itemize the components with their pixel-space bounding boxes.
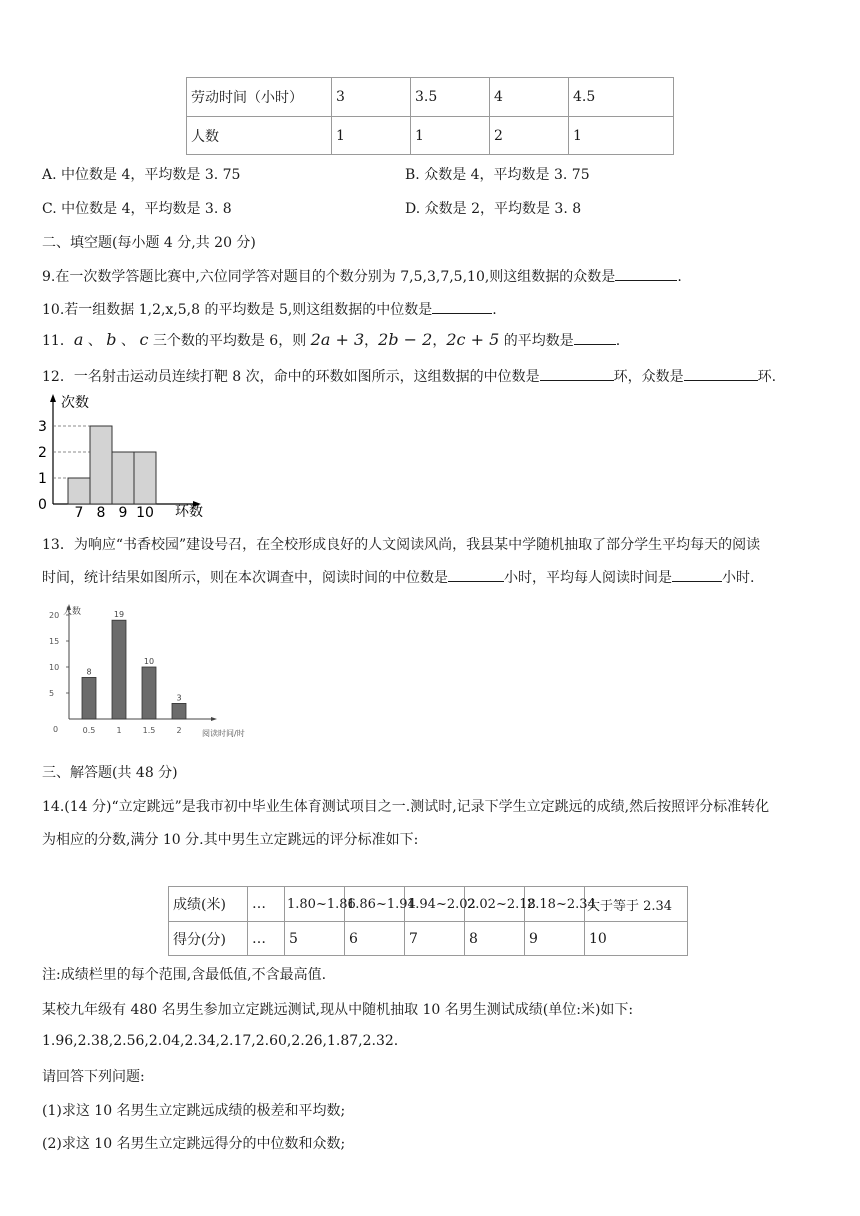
- separator: 、: [116, 333, 140, 349]
- question-14-line2: 为相应的分数,满分 10 分.其中男生立定跳远的评分标准如下:: [42, 832, 419, 848]
- table-cell: 7: [405, 922, 465, 956]
- y-axis-arrow: [50, 394, 56, 402]
- x-tick-label: 1: [116, 726, 122, 735]
- question-14-line1: 14.(14 分)“立定跳远”是我市初中毕业生体育测试项目之一.测试时,记录下学生立定跳远的成绩,然后按照评分标准转化: [42, 799, 770, 815]
- y-axis-label: 人数: [63, 607, 82, 617]
- question-12: [42, 366, 776, 386]
- bar-8: [90, 426, 112, 504]
- question-end: .: [492, 302, 497, 318]
- answer-blank[interactable]: [684, 368, 758, 381]
- table-cell: 成绩(米): [169, 887, 248, 922]
- table-note: 注:成绩栏里的每个范围,含最低值,不含最高值.: [42, 967, 327, 983]
- x-tick-label: 8: [96, 505, 106, 517]
- x-tick-label: 7: [74, 505, 84, 517]
- option-a: A. 中位数是 4，平均数是 3. 75: [42, 167, 241, 183]
- x-tick-label: 2: [176, 726, 182, 735]
- bar-2: [172, 703, 186, 719]
- question-text: 三个数的平均数是 6，则: [148, 333, 311, 349]
- bar-9: [112, 452, 134, 504]
- table-cell: …: [248, 922, 285, 956]
- shooting-rings-chart: [35, 392, 215, 517]
- table-cell: 1: [411, 117, 490, 155]
- x-tick-label: 9: [118, 505, 128, 517]
- answer-blank[interactable]: [448, 569, 504, 582]
- table-cell: 3.5: [411, 78, 490, 117]
- x-axis-label: 环数: [175, 504, 203, 517]
- question-text: 时间，统计结果如图所示，则在本次调查中，阅读时间的中位数是: [42, 570, 448, 586]
- bar-1: [112, 620, 126, 719]
- table-cell: 人数: [187, 117, 332, 155]
- question-text: 小时，平均每人阅读时间是: [504, 570, 672, 586]
- separator: 、: [83, 333, 107, 349]
- table-cell: 1.80~1.86: [285, 887, 345, 922]
- bar-value-label: 10: [143, 657, 155, 666]
- question-text: 12．一名射击运动员连续打靶 8 次，命中的环数如图所示，这组数据的中位数是: [42, 369, 540, 385]
- question-text: 9.在一次数学答题比赛中,六位同学答对题目的个数分别为 7,5,3,7,5,10,则这组数据的众数是: [42, 269, 616, 285]
- question-end: .: [677, 269, 682, 285]
- y-tick-label: 2: [38, 445, 47, 461]
- option-d: D. 众数是 2，平均数是 3. 8: [405, 201, 582, 217]
- table-cell: 3: [332, 78, 411, 117]
- var-a: a: [73, 330, 84, 349]
- table-cell: 9: [525, 922, 585, 956]
- y-tick-label: 1: [38, 471, 47, 487]
- labor-time-table: [186, 77, 674, 155]
- question-14-prompt: 请回答下列问题:: [42, 1069, 145, 1085]
- y-tick-label: 0: [38, 497, 47, 513]
- expr-2: 2b − 2: [378, 330, 433, 349]
- question-text: 环，众数是: [613, 369, 684, 385]
- question-14-line3: 某校九年级有 480 名男生参加立定跳远测试,现从中随机抽取 10 名男生测试成绩(单位:米)如下:: [42, 1002, 634, 1018]
- question-9: [42, 266, 682, 286]
- table-cell: 1.86~1.94: [345, 887, 405, 922]
- x-tick-label: 10: [136, 505, 154, 517]
- question-text: 的平均数是: [499, 333, 574, 349]
- section-heading: 二、填空题(每小题 4 分,共 20 分): [42, 235, 256, 251]
- separator: ，: [432, 333, 447, 349]
- answer-blank[interactable]: [432, 301, 492, 314]
- origin-label: 0: [53, 725, 59, 734]
- separator: ，: [364, 333, 379, 349]
- y-tick-label: 5: [49, 689, 55, 698]
- answer-blank[interactable]: [574, 332, 616, 345]
- question-end: .: [615, 333, 621, 349]
- table-cell: 劳动时间（小时）: [187, 78, 332, 117]
- answer-blank[interactable]: [615, 268, 677, 281]
- table-cell: 大于等于 2.34: [585, 887, 688, 922]
- table-cell: 1.94~2.02: [405, 887, 465, 922]
- option-b: B. 众数是 4，平均数是 3. 75: [405, 167, 590, 183]
- question-14-part1: (1)求这 10 名男生立定跳远成绩的极差和平均数;: [42, 1103, 346, 1119]
- x-tick-label: 1.5: [142, 726, 156, 735]
- y-axis-label: 次数: [61, 395, 89, 411]
- question-14-part2: (2)求这 10 名男生立定跳远得分的中位数和众数;: [42, 1136, 346, 1152]
- y-tick-label: 10: [49, 663, 60, 672]
- table-cell: 1: [332, 117, 411, 155]
- table-cell: …: [248, 887, 285, 922]
- y-tick-label: 3: [38, 419, 47, 435]
- reading-time-chart: [45, 602, 265, 742]
- table-cell: 5: [285, 922, 345, 956]
- x-axis-arrow: [211, 717, 217, 721]
- bar-7: [68, 478, 90, 504]
- question-14-data: 1.96,2.38,2.56,2.04,2.34,2.17,2.60,2.26,1.87,2.32.: [42, 1033, 399, 1049]
- table-cell: 2.02~2.18: [465, 887, 525, 922]
- table-cell: 2.18~2.34: [525, 887, 585, 922]
- section-heading: 三、解答题(共 48 分): [42, 765, 178, 781]
- x-axis-label: 阅读时间/时: [202, 729, 245, 738]
- scoring-standard-table: [168, 886, 688, 956]
- table-cell: 4: [490, 78, 569, 117]
- question-10: [42, 299, 497, 319]
- bar-value-label: 8: [86, 667, 92, 677]
- table-cell: 2: [490, 117, 569, 155]
- table-cell: 8: [465, 922, 525, 956]
- question-text: 10.若一组数据 1,2,x,5,8 的平均数是 5,则这组数据的中位数是: [42, 302, 433, 318]
- var-c: c: [139, 330, 149, 349]
- question-end: 环.: [757, 369, 777, 385]
- table-cell: 1: [569, 117, 674, 155]
- expr-1: 2a + 3: [310, 330, 365, 349]
- expr-3: 2c + 5: [446, 330, 500, 349]
- x-tick-label: 0.5: [82, 726, 96, 735]
- table-cell: 6: [345, 922, 405, 956]
- table-cell: 得分(分): [169, 922, 248, 956]
- table-cell: 4.5: [569, 78, 674, 117]
- question-11: [42, 330, 620, 350]
- table-cell: 10: [585, 922, 688, 956]
- question-13-line2: [42, 567, 754, 587]
- bar-value-label: 19: [113, 610, 125, 620]
- option-c: C. 中位数是 4，平均数是 3. 8: [42, 201, 232, 217]
- answer-blank[interactable]: [672, 569, 722, 582]
- bar-value-label: 3: [176, 693, 182, 703]
- question-number: 11．: [42, 333, 74, 349]
- bar-0.5: [82, 677, 96, 719]
- y-tick-label: 20: [49, 611, 60, 620]
- question-13-line1: 13．为响应“书香校园”建设号召，在全校形成良好的人文阅读风尚，我县某中学随机抽取了部分学生平均每天的阅读: [42, 537, 761, 553]
- bar-1.5: [142, 667, 156, 719]
- answer-blank[interactable]: [540, 368, 614, 381]
- bar-10: [134, 452, 156, 504]
- var-b: b: [106, 330, 117, 349]
- y-tick-label: 15: [49, 637, 60, 646]
- question-end: 小时.: [722, 570, 755, 586]
